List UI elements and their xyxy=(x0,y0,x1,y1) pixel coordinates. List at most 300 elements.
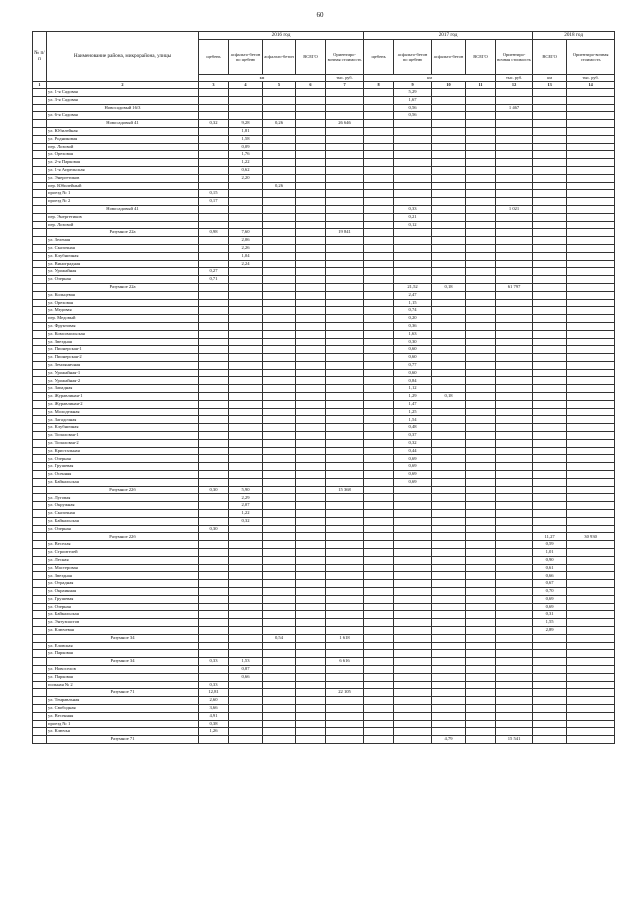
value-cell-col-8 xyxy=(364,642,394,650)
street-name-cell: ул. Луговая xyxy=(47,494,199,502)
value-cell-col-7 xyxy=(326,728,364,736)
value-cell-col-5 xyxy=(263,541,296,549)
value-cell-col-1 xyxy=(33,213,47,221)
value-cell-col-1 xyxy=(33,424,47,432)
value-cell-col-4 xyxy=(229,642,263,650)
value-cell-col-12 xyxy=(496,626,533,634)
value-cell-col-9 xyxy=(394,658,432,666)
value-cell-col-12 xyxy=(496,120,533,128)
value-cell-col-1 xyxy=(33,385,47,393)
value-cell-col-14 xyxy=(567,471,615,479)
value-cell-col-13 xyxy=(533,658,567,666)
value-cell-col-9 xyxy=(394,588,432,596)
value-cell-col-6 xyxy=(296,611,326,619)
street-name-cell: ул. Ореховая xyxy=(47,151,199,159)
value-cell-col-9: 0,69 xyxy=(394,463,432,471)
value-cell-col-4 xyxy=(229,463,263,471)
value-cell-col-11 xyxy=(466,198,496,206)
value-cell-col-5 xyxy=(263,252,296,260)
value-cell-col-8 xyxy=(364,549,394,557)
value-cell-col-10 xyxy=(432,689,466,697)
value-cell-col-9 xyxy=(394,556,432,564)
value-cell-col-9: 0,60 xyxy=(394,369,432,377)
value-cell-col-5 xyxy=(263,471,296,479)
value-cell-col-4 xyxy=(229,704,263,712)
value-cell-col-9: 5,29 xyxy=(394,89,432,97)
value-cell-col-5 xyxy=(263,642,296,650)
table-row xyxy=(33,213,615,221)
value-cell-col-6 xyxy=(296,486,326,494)
table-row xyxy=(33,408,615,416)
value-cell-col-9 xyxy=(394,650,432,658)
value-cell-col-12 xyxy=(496,182,533,190)
value-cell-col-7 xyxy=(326,408,364,416)
value-cell-col-5 xyxy=(263,112,296,120)
value-cell-col-11 xyxy=(466,229,496,237)
value-cell-col-1 xyxy=(33,712,47,720)
value-cell-col-8 xyxy=(364,478,394,486)
value-cell-col-13 xyxy=(533,252,567,260)
value-cell-col-1 xyxy=(33,377,47,385)
table-row xyxy=(33,704,615,712)
value-cell-col-1 xyxy=(33,393,47,401)
value-cell-col-11 xyxy=(466,393,496,401)
value-cell-col-3 xyxy=(199,494,229,502)
value-cell-col-12 xyxy=(496,244,533,252)
value-cell-col-4: 1,53 xyxy=(229,658,263,666)
value-cell-col-9 xyxy=(394,611,432,619)
value-cell-col-5 xyxy=(263,244,296,252)
value-cell-col-10 xyxy=(432,96,466,104)
value-cell-col-9 xyxy=(394,190,432,198)
street-name-cell: ул. Юбилейная xyxy=(47,127,199,135)
value-cell-col-13 xyxy=(533,112,567,120)
value-cell-col-4 xyxy=(229,588,263,596)
value-cell-col-9: 0,60 xyxy=(394,346,432,354)
value-cell-col-14 xyxy=(567,455,615,463)
value-cell-col-12 xyxy=(496,252,533,260)
value-cell-col-4 xyxy=(229,541,263,549)
value-cell-col-3 xyxy=(199,502,229,510)
col-number: 14 xyxy=(567,82,615,89)
value-cell-col-6 xyxy=(296,338,326,346)
value-cell-col-9 xyxy=(394,673,432,681)
value-cell-col-9 xyxy=(394,182,432,190)
value-cell-col-11 xyxy=(466,712,496,720)
value-cell-col-11 xyxy=(466,549,496,557)
value-cell-col-6 xyxy=(296,151,326,159)
value-cell-col-1 xyxy=(33,556,47,564)
value-cell-col-1 xyxy=(33,205,47,213)
value-cell-col-7 xyxy=(326,174,364,182)
table-row xyxy=(33,564,615,572)
value-cell-col-13: 2,89 xyxy=(533,626,567,634)
value-cell-col-14 xyxy=(567,307,615,315)
value-cell-col-12: 61 797 xyxy=(496,283,533,291)
table-row xyxy=(33,510,615,518)
value-cell-col-4 xyxy=(229,689,263,697)
value-cell-col-7 xyxy=(326,330,364,338)
value-cell-col-4: 1,81 xyxy=(229,127,263,135)
value-cell-col-7 xyxy=(326,291,364,299)
value-cell-col-5 xyxy=(263,89,296,97)
value-cell-col-5 xyxy=(263,681,296,689)
value-cell-col-11 xyxy=(466,502,496,510)
value-cell-col-9: 0,36 xyxy=(394,322,432,330)
value-cell-col-9: 0,69 xyxy=(394,455,432,463)
value-cell-col-11 xyxy=(466,89,496,97)
value-cell-col-11 xyxy=(466,190,496,198)
value-cell-col-13 xyxy=(533,447,567,455)
value-cell-col-8 xyxy=(364,159,394,167)
value-cell-col-10 xyxy=(432,634,466,642)
value-cell-col-4 xyxy=(229,416,263,424)
value-cell-col-4 xyxy=(229,556,263,564)
value-cell-col-7 xyxy=(326,665,364,673)
value-cell-col-14 xyxy=(567,603,615,611)
value-cell-col-5 xyxy=(263,213,296,221)
value-cell-col-6 xyxy=(296,517,326,525)
value-cell-col-11 xyxy=(466,151,496,159)
value-cell-col-3 xyxy=(199,260,229,268)
header-2018-cost: Ориентиро-вочная стоимость xyxy=(567,40,615,75)
value-cell-col-3 xyxy=(199,104,229,112)
value-cell-col-5 xyxy=(263,276,296,284)
value-cell-col-6 xyxy=(296,260,326,268)
value-cell-col-8 xyxy=(364,96,394,104)
value-cell-col-11 xyxy=(466,174,496,182)
value-cell-col-10 xyxy=(432,619,466,627)
street-name-cell: Разумное 22а xyxy=(47,229,199,237)
value-cell-col-12 xyxy=(496,463,533,471)
value-cell-col-10 xyxy=(432,221,466,229)
value-cell-col-13 xyxy=(533,229,567,237)
value-cell-col-4: 1,76 xyxy=(229,151,263,159)
value-cell-col-5 xyxy=(263,502,296,510)
table-row xyxy=(33,424,615,432)
value-cell-col-12 xyxy=(496,611,533,619)
value-cell-col-13 xyxy=(533,408,567,416)
value-cell-col-9: 0,32 xyxy=(394,439,432,447)
value-cell-col-11 xyxy=(466,385,496,393)
value-cell-col-11 xyxy=(466,205,496,213)
value-cell-col-5 xyxy=(263,369,296,377)
value-cell-col-8 xyxy=(364,400,394,408)
value-cell-col-10 xyxy=(432,697,466,705)
value-cell-col-8 xyxy=(364,432,394,440)
value-cell-col-1 xyxy=(33,299,47,307)
value-cell-col-8 xyxy=(364,728,394,736)
value-cell-col-4 xyxy=(229,424,263,432)
value-cell-col-3: 0,33 xyxy=(199,658,229,666)
value-cell-col-9: 0,44 xyxy=(394,447,432,455)
street-name-cell: Новосадовый 16/3 xyxy=(47,104,199,112)
value-cell-col-3 xyxy=(199,533,229,541)
value-cell-col-8 xyxy=(364,268,394,276)
value-cell-col-10 xyxy=(432,650,466,658)
value-cell-col-6 xyxy=(296,689,326,697)
street-name-cell: ул. Клубничная xyxy=(47,424,199,432)
value-cell-col-6 xyxy=(296,276,326,284)
value-cell-col-3 xyxy=(199,408,229,416)
value-cell-col-12 xyxy=(496,221,533,229)
value-cell-col-7 xyxy=(326,143,364,151)
value-cell-col-11 xyxy=(466,361,496,369)
value-cell-col-12 xyxy=(496,486,533,494)
street-name-cell: ул. Земляничная xyxy=(47,361,199,369)
value-cell-col-8 xyxy=(364,611,394,619)
value-cell-col-11 xyxy=(466,322,496,330)
street-name-cell: Разумное 22б xyxy=(47,533,199,541)
value-cell-col-8 xyxy=(364,533,394,541)
value-cell-col-1 xyxy=(33,268,47,276)
header-2016-total: ВСЕГО xyxy=(296,40,326,75)
value-cell-col-8 xyxy=(364,455,394,463)
value-cell-col-9: 0,74 xyxy=(394,307,432,315)
value-cell-col-1 xyxy=(33,104,47,112)
value-cell-col-14 xyxy=(567,221,615,229)
value-cell-col-7 xyxy=(326,681,364,689)
street-name-cell: ул. Пионерская-2 xyxy=(47,354,199,362)
value-cell-col-9: 0,77 xyxy=(394,361,432,369)
value-cell-col-3 xyxy=(199,447,229,455)
value-cell-col-8 xyxy=(364,572,394,580)
value-cell-col-11 xyxy=(466,673,496,681)
value-cell-col-6 xyxy=(296,673,326,681)
value-cell-col-9: 1,29 xyxy=(394,393,432,401)
value-cell-col-10 xyxy=(432,455,466,463)
value-cell-col-6 xyxy=(296,603,326,611)
value-cell-col-6 xyxy=(296,541,326,549)
value-cell-col-3 xyxy=(199,283,229,291)
value-cell-col-14 xyxy=(567,439,615,447)
value-cell-col-7 xyxy=(326,673,364,681)
value-cell-col-7 xyxy=(326,276,364,284)
value-cell-col-9 xyxy=(394,564,432,572)
value-cell-col-13 xyxy=(533,205,567,213)
value-cell-col-7 xyxy=(326,260,364,268)
value-cell-col-4: 2,26 xyxy=(229,244,263,252)
value-cell-col-7 xyxy=(326,611,364,619)
value-cell-col-12 xyxy=(496,619,533,627)
value-cell-col-5 xyxy=(263,174,296,182)
value-cell-col-13 xyxy=(533,634,567,642)
value-cell-col-10 xyxy=(432,229,466,237)
value-cell-col-3 xyxy=(199,517,229,525)
value-cell-col-12 xyxy=(496,416,533,424)
value-cell-col-3 xyxy=(199,127,229,135)
value-cell-col-3 xyxy=(199,541,229,549)
value-cell-col-7 xyxy=(326,369,364,377)
value-cell-col-1 xyxy=(33,642,47,650)
value-cell-col-6 xyxy=(296,704,326,712)
street-name-cell: ул. Байкальская xyxy=(47,611,199,619)
value-cell-col-7 xyxy=(326,104,364,112)
value-cell-col-3 xyxy=(199,338,229,346)
value-cell-col-8 xyxy=(364,244,394,252)
table-row-group xyxy=(33,104,615,112)
col-number: 4 xyxy=(229,82,263,89)
value-cell-col-5: 0,26 xyxy=(263,120,296,128)
value-cell-col-11 xyxy=(466,104,496,112)
value-cell-col-11 xyxy=(466,354,496,362)
value-cell-col-14 xyxy=(567,229,615,237)
value-cell-col-11 xyxy=(466,237,496,245)
value-cell-col-3: 0,71 xyxy=(199,276,229,284)
value-cell-col-6 xyxy=(296,549,326,557)
table-row xyxy=(33,556,615,564)
value-cell-col-9 xyxy=(394,174,432,182)
value-cell-col-9: 0,12 xyxy=(394,221,432,229)
table-row xyxy=(33,369,615,377)
value-cell-col-6 xyxy=(296,697,326,705)
value-cell-col-7 xyxy=(326,307,364,315)
street-name-cell: ул. Родниковая xyxy=(47,135,199,143)
col-number: 10 xyxy=(432,82,466,89)
value-cell-col-1 xyxy=(33,166,47,174)
value-cell-col-7 xyxy=(326,283,364,291)
value-cell-col-3 xyxy=(199,611,229,619)
value-cell-col-13 xyxy=(533,697,567,705)
value-cell-col-10 xyxy=(432,673,466,681)
value-cell-col-11 xyxy=(466,260,496,268)
value-cell-col-12 xyxy=(496,572,533,580)
value-cell-col-13 xyxy=(533,455,567,463)
value-cell-col-12 xyxy=(496,564,533,572)
value-cell-col-1 xyxy=(33,665,47,673)
street-name-cell: ул. Виноградная xyxy=(47,260,199,268)
value-cell-col-4: 0,87 xyxy=(229,665,263,673)
value-cell-col-3 xyxy=(199,143,229,151)
value-cell-col-8 xyxy=(364,650,394,658)
value-cell-col-5 xyxy=(263,205,296,213)
street-name-cell: ул. Лесная xyxy=(47,556,199,564)
value-cell-col-7 xyxy=(326,127,364,135)
value-cell-col-5 xyxy=(263,135,296,143)
value-cell-col-13 xyxy=(533,478,567,486)
header-unit-km-2017: км xyxy=(364,75,496,82)
value-cell-col-8 xyxy=(364,322,394,330)
value-cell-col-6 xyxy=(296,237,326,245)
value-cell-col-3 xyxy=(199,580,229,588)
value-cell-col-3: 4,91 xyxy=(199,712,229,720)
value-cell-col-1 xyxy=(33,432,47,440)
value-cell-col-11 xyxy=(466,424,496,432)
value-cell-col-12 xyxy=(496,299,533,307)
value-cell-col-5 xyxy=(263,432,296,440)
value-cell-col-6 xyxy=(296,307,326,315)
table-row xyxy=(33,541,615,549)
value-cell-col-5 xyxy=(263,689,296,697)
value-cell-col-10 xyxy=(432,533,466,541)
value-cell-col-14 xyxy=(567,549,615,557)
value-cell-col-1 xyxy=(33,549,47,557)
value-cell-col-3 xyxy=(199,510,229,518)
value-cell-col-10 xyxy=(432,658,466,666)
header-2016-cost: Ориентиро-вочная стоимость xyxy=(326,40,364,75)
value-cell-col-3: 0,38 xyxy=(199,720,229,728)
table-row xyxy=(33,447,615,455)
table-row xyxy=(33,525,615,533)
value-cell-col-12 xyxy=(496,712,533,720)
value-cell-col-1 xyxy=(33,307,47,315)
value-cell-col-10 xyxy=(432,510,466,518)
value-cell-col-6 xyxy=(296,447,326,455)
value-cell-col-13: 0,90 xyxy=(533,556,567,564)
value-cell-col-12 xyxy=(496,471,533,479)
value-cell-col-3: 1,26 xyxy=(199,728,229,736)
value-cell-col-8 xyxy=(364,541,394,549)
value-cell-col-3: 0,33 xyxy=(199,681,229,689)
value-cell-col-13 xyxy=(533,237,567,245)
value-cell-col-6 xyxy=(296,728,326,736)
value-cell-col-1 xyxy=(33,112,47,120)
col-number: 8 xyxy=(364,82,394,89)
value-cell-col-9 xyxy=(394,595,432,603)
value-cell-col-8 xyxy=(364,237,394,245)
value-cell-col-14 xyxy=(567,268,615,276)
value-cell-col-8 xyxy=(364,205,394,213)
value-cell-col-10 xyxy=(432,244,466,252)
value-cell-col-8 xyxy=(364,307,394,315)
street-name-cell: ул. Парковая xyxy=(47,650,199,658)
value-cell-col-9: 1,12 xyxy=(394,385,432,393)
value-cell-col-9: 0,20 xyxy=(394,315,432,323)
value-cell-col-12 xyxy=(496,665,533,673)
value-cell-col-11 xyxy=(466,112,496,120)
value-cell-col-3 xyxy=(199,361,229,369)
value-cell-col-13 xyxy=(533,385,567,393)
value-cell-col-9 xyxy=(394,720,432,728)
value-cell-col-8 xyxy=(364,626,394,634)
value-cell-col-7 xyxy=(326,166,364,174)
value-cell-col-12 xyxy=(496,127,533,135)
value-cell-col-9: 0,69 xyxy=(394,471,432,479)
table-row xyxy=(33,346,615,354)
value-cell-col-4 xyxy=(229,634,263,642)
street-name-cell: ул. Сказочная xyxy=(47,510,199,518)
value-cell-col-14 xyxy=(567,689,615,697)
value-cell-col-1 xyxy=(33,689,47,697)
value-cell-col-12 xyxy=(496,213,533,221)
value-cell-col-7 xyxy=(326,237,364,245)
value-cell-col-10 xyxy=(432,447,466,455)
value-cell-col-3 xyxy=(199,252,229,260)
value-cell-col-6 xyxy=(296,510,326,518)
value-cell-col-5 xyxy=(263,697,296,705)
value-cell-col-4 xyxy=(229,712,263,720)
value-cell-col-11 xyxy=(466,634,496,642)
value-cell-col-7 xyxy=(326,556,364,564)
value-cell-col-1 xyxy=(33,416,47,424)
value-cell-col-5 xyxy=(263,400,296,408)
street-name-cell: ул. Байкальская xyxy=(47,478,199,486)
value-cell-col-13 xyxy=(533,416,567,424)
value-cell-col-4 xyxy=(229,408,263,416)
street-name-cell: пер. Энергетиков xyxy=(47,213,199,221)
street-name-cell: ул. Тенравльная xyxy=(47,697,199,705)
value-cell-col-3 xyxy=(199,650,229,658)
street-name-cell: Разумное 34 xyxy=(47,634,199,642)
value-cell-col-14 xyxy=(567,478,615,486)
value-cell-col-13 xyxy=(533,330,567,338)
street-name-cell: ул. Западная xyxy=(47,385,199,393)
value-cell-col-12 xyxy=(496,704,533,712)
value-cell-col-11 xyxy=(466,572,496,580)
col-number: 6 xyxy=(296,82,326,89)
value-cell-col-1 xyxy=(33,502,47,510)
value-cell-col-9 xyxy=(394,525,432,533)
